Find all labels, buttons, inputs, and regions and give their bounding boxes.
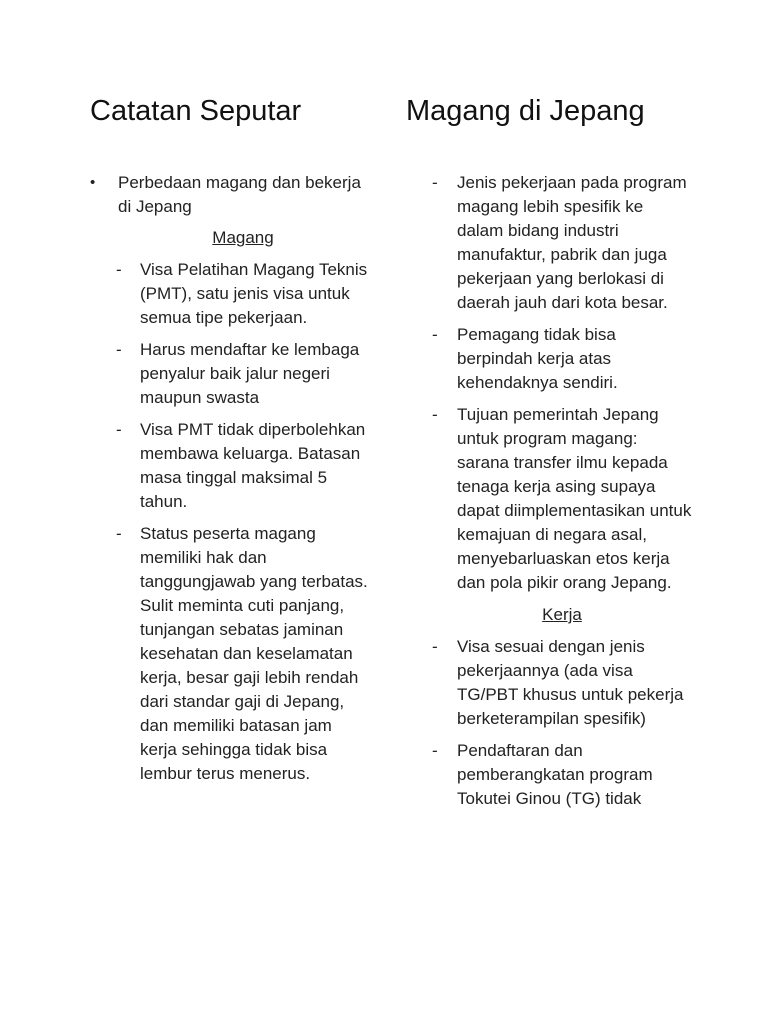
dash-icon: -	[432, 741, 438, 760]
dash-icon: -	[116, 420, 122, 439]
bullet-item	[90, 171, 370, 219]
dash-icon: -	[432, 325, 438, 344]
title-right: Magang di Jepang	[406, 95, 645, 127]
list-item-text: Pendaftaran dan pemberangkatan program Tokutei Ginou (TG) tidak	[457, 741, 653, 808]
title-left: Catatan Seputar	[90, 95, 302, 127]
subheading-magang: Magang	[212, 228, 274, 247]
list-item	[432, 403, 692, 595]
dash-icon: -	[116, 260, 122, 279]
list-item-text: Visa Pelatihan Magang Teknis (PMT), satu jenis visa untuk semua tipe pekerjaan.	[140, 260, 368, 327]
left-column	[90, 171, 370, 794]
list-item	[90, 522, 370, 786]
dash-icon: -	[432, 405, 438, 424]
right-column	[432, 171, 692, 819]
bullet-text: Perbedaan magang dan bekerja di Jepang	[118, 173, 361, 216]
list-item	[432, 171, 692, 315]
list-item-text: Pemagang tidak bisa berpindah kerja atas kehendaknya sendiri.	[457, 325, 618, 392]
magang-list-continued	[432, 171, 692, 595]
subheading-kerja: Kerja	[542, 605, 582, 624]
kerja-list	[432, 635, 692, 811]
list-item-text: Visa PMT tidak diperbolehkan membawa keluarga. Batasan masa tinggal maksimal 5 tahun.	[140, 420, 366, 511]
list-item-text: Visa sesuai dengan jenis pekerjaannya (ada visa TG/PBT khusus untuk pekerja berketerampilan spesifik)	[457, 637, 684, 728]
list-item-text: Harus mendaftar ke lembaga penyalur baik jalur negeri maupun swasta	[140, 340, 360, 407]
list-item	[90, 258, 370, 330]
dash-icon: -	[116, 340, 122, 359]
dash-icon: -	[116, 524, 122, 543]
list-item	[90, 418, 370, 514]
list-item-text: Status peserta magang memiliki hak dan tanggungjawab yang terbatas. Sulit meminta cuti panjang, tunjangan sebatas jaminan kesehatan dan keselamatan kerja, besar gaji lebih rendah dari standar gaji di Jepang, dan memiliki batasan jam kerja sehingga tidak bisa lembur terus menerus.	[140, 524, 368, 783]
list-item	[432, 739, 692, 811]
bullet-icon: •	[90, 174, 96, 191]
dash-icon: -	[432, 637, 438, 656]
dash-icon: -	[432, 173, 438, 192]
magang-list	[90, 258, 370, 786]
list-item	[432, 323, 692, 395]
list-item-text: Jenis pekerjaan pada program magang lebih spesifik ke dalam bidang industri manufaktur, pabrik dan juga pekerjaan yang berlokasi di daerah jauh dari kota besar.	[457, 173, 687, 312]
list-item	[90, 338, 370, 410]
list-item	[432, 635, 692, 731]
bullet-list	[90, 171, 370, 219]
list-item-text: Tujuan pemerintah Jepang untuk program magang: sarana transfer ilmu kepada tenaga kerja asing supaya dapat diimplementasikan untuk kemajuan di negara asal, menyebarluaskan etos kerja dan pola pikir orang Jepang.	[457, 405, 692, 592]
